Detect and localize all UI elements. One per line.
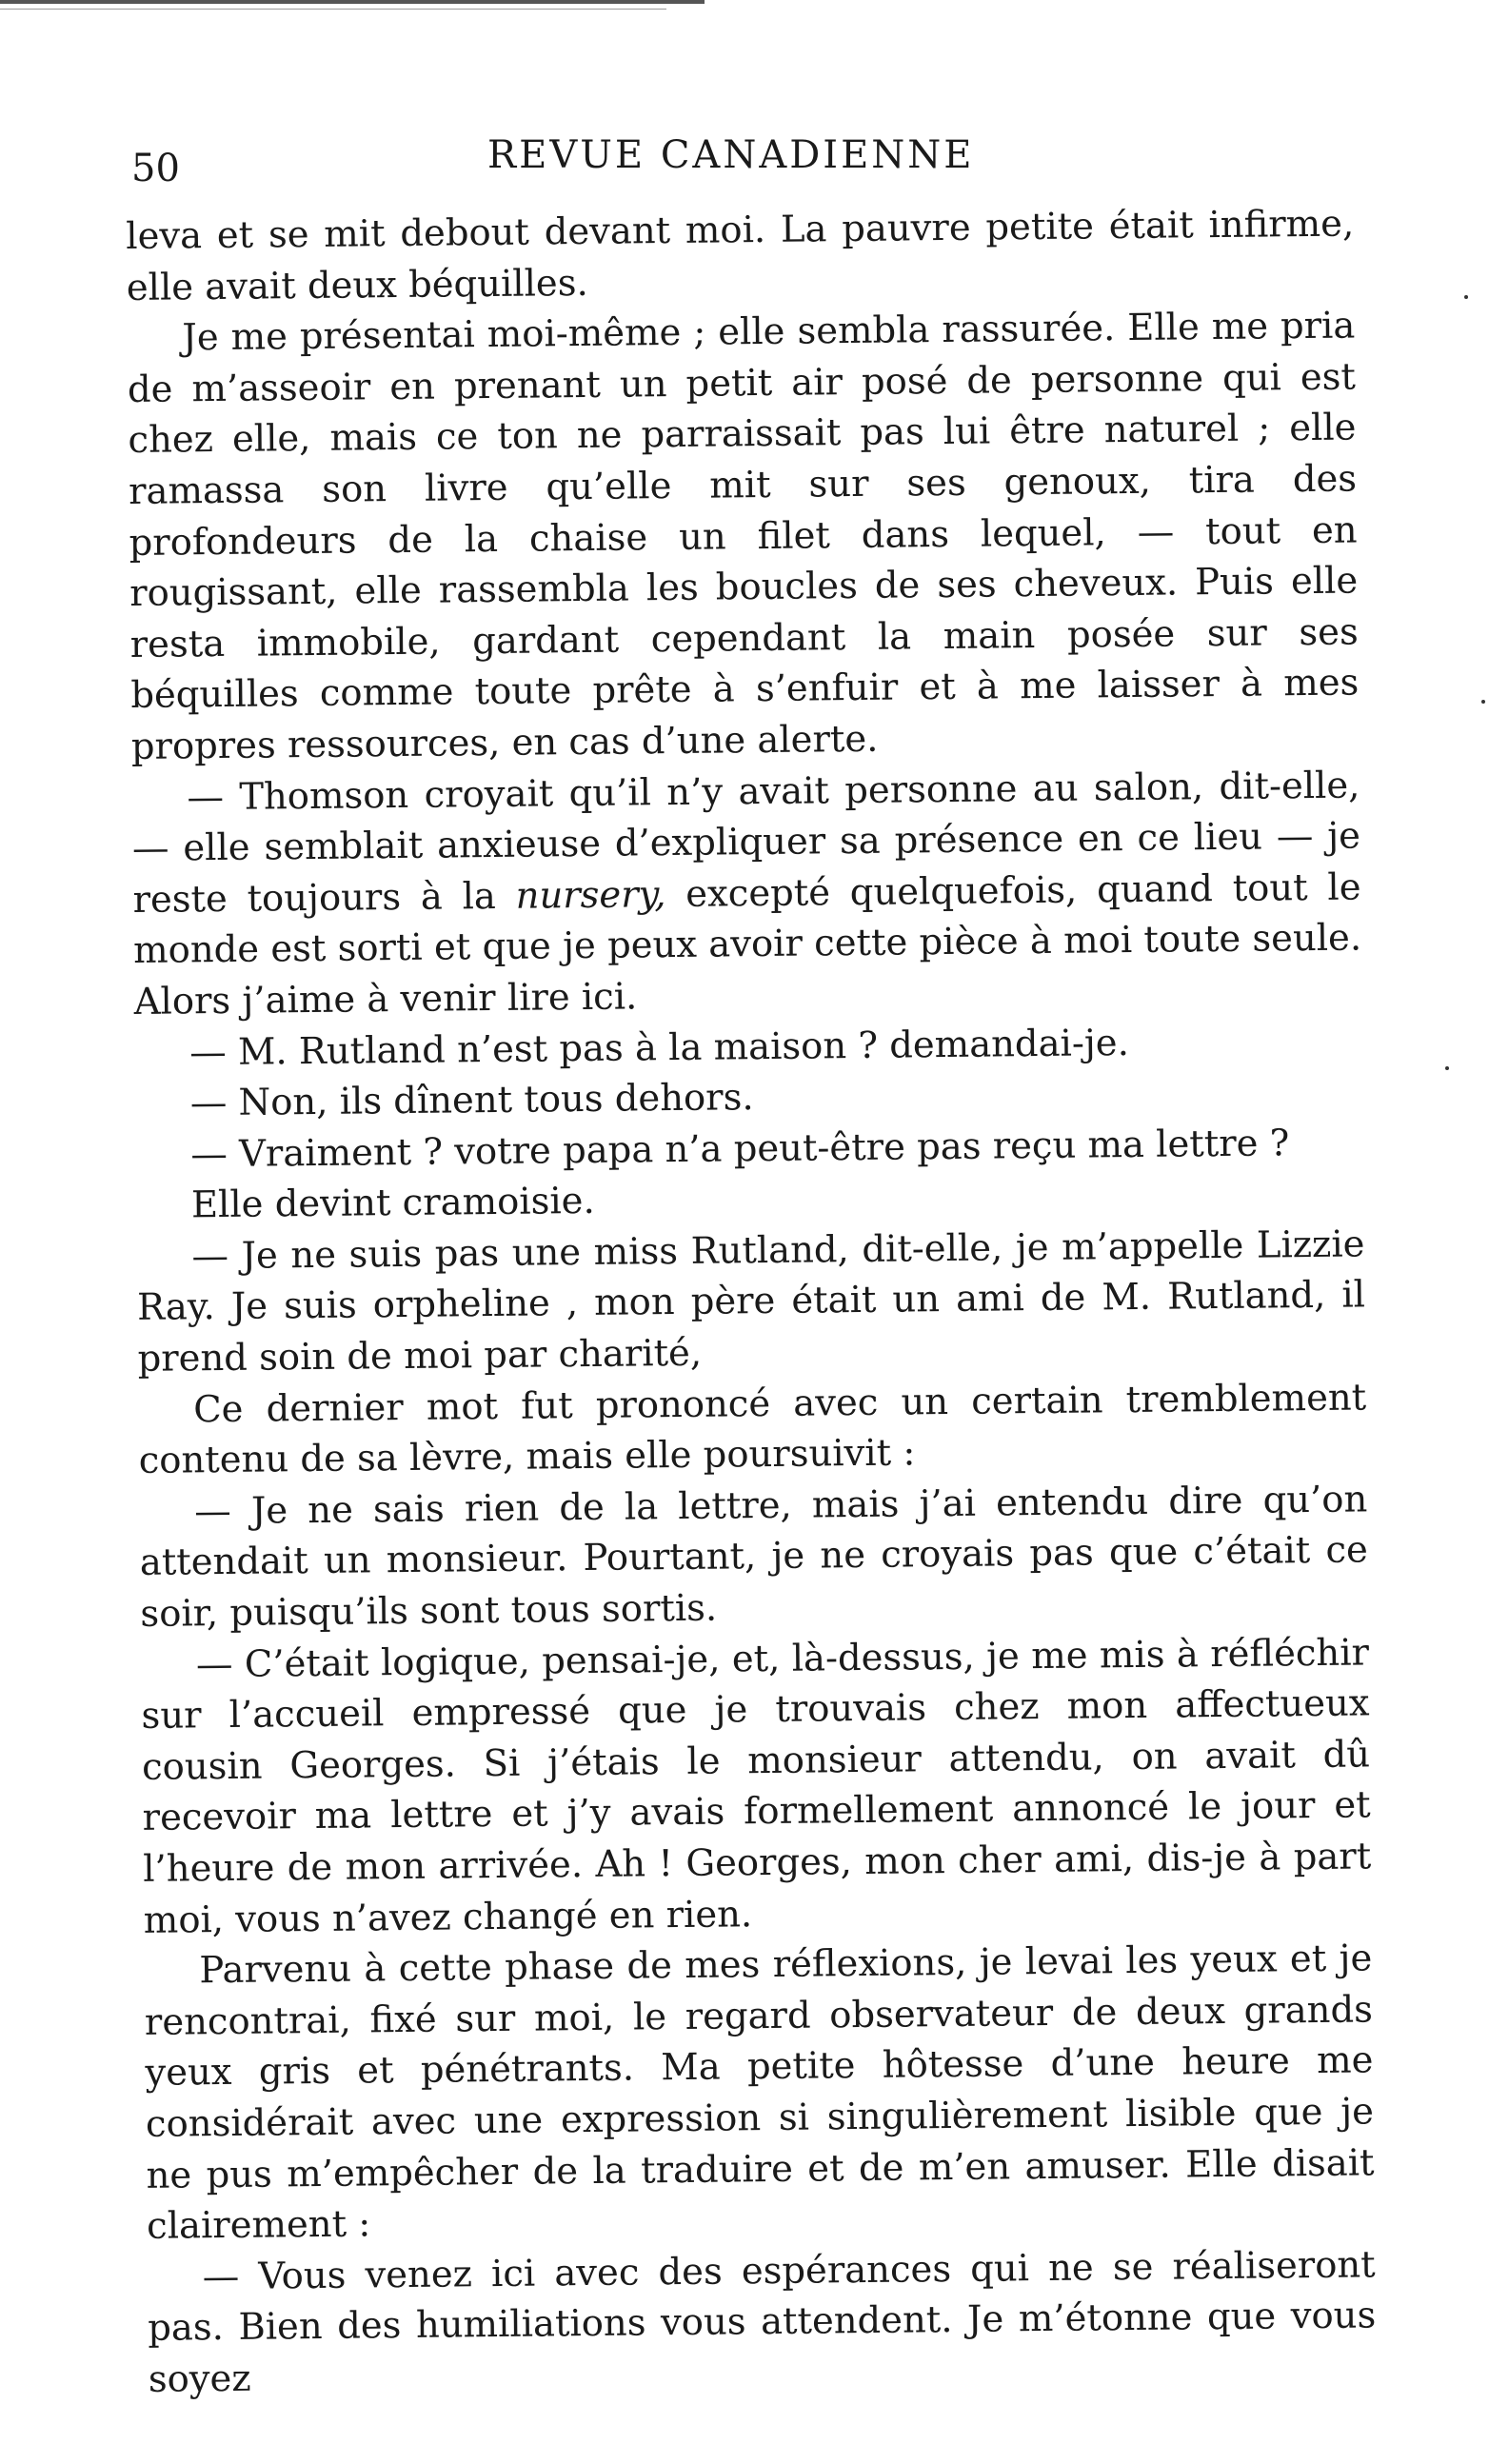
paragraph-dialogue: — C’était logique, pensai-je, et, là-dessus, je me mis à réfléchir sur l’accueil empressé que je trouvais chez mon affectueux cousin Georges. Si j’étais le monsieur attendu, on avait dû recevoir ma lettre et j’y avais formellement annoncé le jour et l’heure de mon arrivée. Ah ! Georges, mon cher ami, dis-je à part moi, vous n’avez changé en rien. bbox=[141, 1631, 1372, 1942]
body-text bbox=[126, 198, 1377, 2405]
paragraph-dialogue: — Non, ils dînent tous dehors. bbox=[189, 1076, 754, 1125]
page-number: 50 bbox=[131, 147, 180, 190]
page-header bbox=[126, 133, 1354, 200]
paragraph: Elle devint cramoisie. bbox=[190, 1180, 595, 1227]
paragraph-dialogue: — Vraiment ? votre papa n’a peut-être pas reçu ma lettre ? bbox=[190, 1121, 1290, 1177]
running-title: REVUE CANADIENNE bbox=[487, 133, 975, 177]
emphasized-word: nursery, bbox=[515, 872, 666, 918]
scan-speck bbox=[1464, 295, 1468, 299]
paragraph-text: excepté quelquefois, quand tout le monde est sorti et que je peux avoir cette pièce à moi toute seule. Alors j’aime à venir lire ici. bbox=[132, 865, 1362, 1023]
paragraph-dialogue bbox=[131, 760, 1362, 1027]
paragraph: Parvenu à cette phase de mes réflexions, je levai les yeux et je rencontrai, fixé sur moi, le regard observateur de deux grands yeux gris et pénétrants. Ma petite hôtesse d’une heure me considérait avec une expression si singulièrement lisible que je ne pus m’empêcher de la traduire et de m’en amuser. Elle disait clairement : bbox=[144, 1937, 1375, 2249]
paragraph: Je me présentai moi-même ; elle sembla rassurée. Elle me pria de m’asseoir en prenant un petit air posé de personne qui est chez elle, mais ce ton ne parraissait pas lui être naturel ; elle ramassa son livre qu’elle mit sur ses genoux, tira des profondeurs de la chaise un filet dans lequel, — tout en rougissant, elle rassembla les boucles de ses cheveux. Puis elle resta immobile, gardant cependant la main posée sur ses béquilles comme toute prête à s’enfuir et à me laisser à mes propres ressources, en cas d’une alerte. bbox=[127, 304, 1360, 768]
paragraph-dialogue: — Je ne suis pas une miss Rutland, dit-elle, je m’appelle Lizzie Ray. Je suis orpheline , mon père était un ami de M. Rutland, il prend soin de moi par charité, bbox=[136, 1222, 1366, 1381]
paragraph-dialogue: — Vous venez ici avec des espérances qui ne se réaliseront pas. Bien des humiliations vous attendent. Je m’étonne que vous soyez bbox=[148, 2243, 1377, 2401]
top-border-rule-thin bbox=[0, 9, 666, 10]
paragraph: Ce dernier mot fut prononcé avec un certain tremblement contenu de sa lèvre, mais elle poursuivit : bbox=[138, 1376, 1367, 1483]
paragraph-dialogue: — Je ne sais rien de la lettre, mais j’ai entendu dire qu’on attendait un monsieur. Pourtant, je ne croyais pas que c’était ce soir, puisqu’ils sont tous sortis. bbox=[139, 1478, 1369, 1636]
scan-speck bbox=[1481, 700, 1485, 704]
top-border-rule bbox=[0, 0, 705, 4]
paragraph-dialogue: — M. Rutland n’est pas à la maison ? demandai-je. bbox=[189, 1021, 1130, 1074]
paragraph-text: — Thomson croyait qu’il n’y avait personne au salon, dit-elle, — elle semblait anxieuse d’expliquer sa présence en ce lieu — je reste toujours à la bbox=[131, 763, 1361, 922]
scan-speck bbox=[1445, 1066, 1449, 1070]
paragraph-continuation: leva et se mit debout devant moi. La pauvre petite était infirme, elle avait deux béquilles. bbox=[126, 202, 1355, 309]
